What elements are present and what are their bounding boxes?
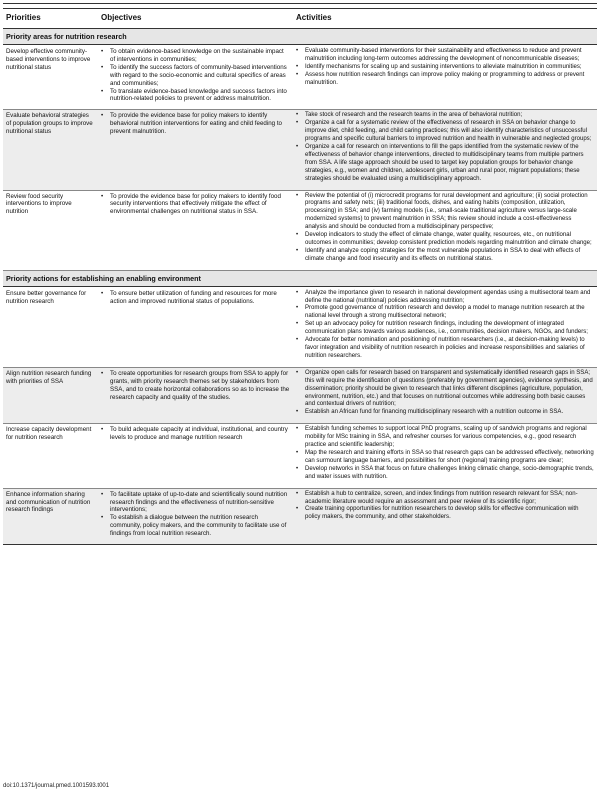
objective-text: To create opportunities for research groups from SSA to apply for grants, with priority research themes set by stakeholders from SSA, and to create horizontal collaborations so as to increase the research capacity and quality of the studies. [110, 369, 290, 401]
activity-item [296, 370, 594, 410]
objective-cell [98, 286, 293, 367]
objective-cell [98, 424, 293, 488]
bullet-icon: • [296, 490, 299, 497]
bullet-icon: • [296, 112, 299, 119]
objective-text: To ensure better utilization of funding and resources for more action and improved nutritional status of populations. [110, 289, 277, 305]
objective-text: To establish a dialogue between the nutrition research community, policy makers, and the community to facilitate use of findings from local nutrition research. [110, 514, 287, 538]
activity-item [296, 64, 594, 72]
bullet-icon: • [296, 465, 299, 472]
objective-item [101, 370, 290, 402]
header-objectives: Objectives [98, 9, 293, 29]
header-priorities: Priorities [3, 9, 98, 29]
section-title: Priority areas for nutrition research [3, 29, 597, 45]
activity-cell [293, 488, 597, 544]
activity-cell [293, 367, 597, 423]
bullet-icon: • [296, 48, 299, 54]
objective-item [101, 48, 290, 64]
bullet-icon: • [296, 369, 299, 376]
objective-text: To build adequate capacity at individual, institutional, and country levels to produce and manage nutrition research [110, 426, 288, 442]
table-row [3, 424, 597, 488]
activity-text: Assess how nutrition research findings can improve policy making or programming to address or prevent malnutrition. [305, 71, 585, 86]
objective-item [101, 64, 290, 88]
bullet-icon: • [296, 409, 299, 416]
objective-item [101, 290, 290, 306]
activity-text: Develop indicators to study the effect of climate change, water quality, resources, etc., on nutritional outcomes in communities; develop consistent prediction models regarding malnutrition and climate change; [305, 232, 592, 246]
activity-cell [293, 190, 597, 270]
activity-cell [293, 286, 597, 367]
section-header-row [3, 270, 597, 286]
priority-cell: Increase capacity development for nutrition research [3, 424, 98, 488]
activity-item [296, 450, 594, 466]
activity-item [296, 248, 594, 264]
priority-cell: Align nutrition research funding with priorities of SSA [3, 367, 98, 423]
bullet-icon: • [296, 289, 299, 296]
activity-text: Set up an advocacy policy for nutrition research findings, including the development of integrated communication plans towards various audiences, i.e., communities, decision makers, NGOs, and funders; [305, 321, 588, 336]
objective-cell [98, 45, 293, 110]
priority-cell: Enhance information sharing and communication of nutrition research findings [3, 488, 98, 544]
activity-item [296, 232, 594, 248]
priority-cell: Review food security interventions to improve nutrition [3, 190, 98, 270]
bullet-icon: • [296, 506, 299, 513]
activity-item [296, 290, 594, 306]
activity-text: Evaluate community-based interventions for their sustainability and effectiveness to reduce and prevent malnutrition including long-term outcomes addressing the development of noncommunicable diseases; [305, 48, 582, 62]
activity-item [296, 120, 594, 144]
activity-text: Map the research and training efforts in SSA so that research gaps can be addressed effectively, networking can surmount language barriers, and possibilities for short (regional) training programs are clear; [305, 449, 594, 464]
activity-item [296, 426, 594, 450]
table-row [3, 488, 597, 544]
bullet-icon: • [296, 247, 299, 254]
table-row [3, 110, 597, 190]
header-activities: Activities [293, 9, 597, 29]
section-header-row [3, 29, 597, 45]
bullet-icon: • [101, 369, 104, 377]
activity-text: Organize a call for research on interventions to fill the gaps identified from the systematic review of the effectiveness of behavior change interventions, directed to multidisciplinary teams from multiple partners from SSA. A life stage approach should be used to target key population groups for behavior change strategies, e.g., women and children, adolescent girls, urban and rural poor, migrant populations; these strategies should be evaluated using a multidisciplinary approach. [305, 143, 584, 182]
bullet-icon: • [296, 449, 299, 456]
objective-item [101, 514, 290, 538]
bullet-icon: • [296, 71, 299, 78]
activity-text: Establish an African fund for financing multidisciplinary research with a nutrition outcome in SSA. [305, 409, 564, 416]
table-row [3, 367, 597, 423]
objective-text: To identify the success factors of community-based interventions with regard to the socio-economic and cultural specifics of areas and communities; [110, 63, 287, 87]
bullet-icon: • [296, 337, 299, 344]
activity-cell [293, 110, 597, 190]
activity-item [296, 337, 594, 361]
activity-item [296, 506, 594, 522]
objective-text: To provide the evidence base for policy makers to identify food security interventions that effectively mitigate the effect of environmental challenges on nutritional status in SSA. [110, 192, 281, 216]
activity-item [296, 321, 594, 337]
bullet-icon: • [101, 112, 104, 120]
table-header-row [3, 9, 597, 29]
activity-text: Review the potential of (i) microcredit programs for rural development and agriculture; (ii) social protection programs and safety nets; (iii) traditional foods, dishes, and eating habits (composition, utilization, processing) in SSA; and (iv) farming models (i.e., small-scale traditional agriculture versus large-scale modernized systems) to prevent malnutrition in SSA; this review should include a cost-effectiveness analysis and should be conducted from a multidisciplinary perspective; [305, 192, 588, 231]
activity-text: Establish a hub to centralize, screen, and index findings from nutrition research relevant for SSA; non-academic literature would require an assessment and peer review of its scientific rigor; [305, 490, 578, 505]
table-body [3, 29, 597, 545]
bullet-icon: • [296, 305, 299, 312]
objective-item [101, 112, 290, 136]
bullet-icon: • [296, 321, 299, 328]
objective-item [101, 88, 290, 104]
activity-text: Analyze the importance given to research in national development agendas using a multisectoral team and define the national (nutritional) policies addressing nutrition; [305, 289, 591, 304]
bullet-icon: • [101, 48, 104, 55]
table-row [3, 45, 597, 110]
activity-cell [293, 45, 597, 110]
objective-item [101, 193, 290, 217]
priority-cell: Develop effective community-based interventions to improve nutritional status [3, 45, 98, 110]
bullet-icon: • [296, 120, 299, 127]
objective-item [101, 426, 290, 442]
priority-cell: Ensure better governance for nutrition research [3, 286, 98, 367]
activity-text: Establish funding schemes to support local PhD programs, scaling up of sandwich programs and regional mobility for MSc training in SSA, and refresher courses for various competencies, e.g., good research practice and scientific leadership; [305, 426, 587, 449]
activity-item [296, 491, 594, 507]
activity-item [296, 305, 594, 321]
activity-item [296, 112, 594, 120]
activity-text: Organize a call for a systematic review of the effectiveness of research in SSA on behavior change to improve diet, child feeding, and child caring practices; this will also identify characteristics of unsuccessful programs and specific cultural barriers to improved nutrition and health in vulnerable and neglected groups; [305, 120, 592, 143]
bullet-icon: • [296, 143, 299, 150]
objective-cell [98, 110, 293, 190]
activity-item [296, 144, 594, 184]
activity-text: Create training opportunities for nutrition researchers to develop skills for effective communication with policy makers, the community, and other stakeholders. [305, 506, 579, 521]
bullet-icon: • [296, 192, 299, 199]
bullet-icon: • [101, 192, 104, 200]
objective-text: To translate evidence-based knowledge and success factors into nutrition-related policies to prevent or address malnutrition. [110, 87, 287, 103]
activity-item [296, 48, 594, 64]
activity-text: Take stock of research and the research teams in the area of behavioral nutrition; [305, 112, 523, 119]
objective-item [101, 491, 290, 515]
bullet-icon: • [296, 426, 299, 433]
priorities-table-container [3, 3, 597, 545]
table-row [3, 190, 597, 270]
bullet-icon: • [101, 63, 104, 71]
activity-item [296, 466, 594, 482]
activity-item [296, 72, 594, 88]
bullet-icon: • [101, 514, 104, 522]
bullet-icon: • [101, 426, 104, 434]
activity-text: Develop networks in SSA that focus on future challenges linking climatic change, socio-demographic trends, and water issues with nutrition. [305, 465, 594, 480]
activity-text: Advocate for better nomination and positioning of nutrition researchers (i.e., at decision-making levels) to favor integration and visibility of nutrition research in policies and increase responsibilities and salaries of nutrition researchers. [305, 337, 585, 359]
activity-item [296, 409, 594, 417]
priority-cell: Evaluate behavioral strategies of population groups to improve nutritional status [3, 110, 98, 190]
activity-cell [293, 424, 597, 488]
activity-text: Organize open calls for research based on transparent and systematically identified research gaps in SSA; this will require the identification of questions (preferably by government agencies), evidence synthesis, and dissemination; priority should be given to research that links different disciplines (agriculture, population, environment, nutrition, etc.) and that focuses on nutritional outcomes while addressing both basic causes and contextual drivers of nutrition; [305, 369, 593, 408]
activity-text: Identify mechanisms for scaling up and sustaining interventions to alleviate malnutrition in communities; [305, 63, 582, 70]
objective-cell [98, 488, 293, 544]
objective-text: To facilitate uptake of up-to-date and scientifically sound nutrition research findings and the effectiveness of nutrition-sensitive interventions; [110, 490, 288, 514]
activity-text: Promote good governance of nutrition research and develop a model to manage nutrition research at the national level through a strong multisectoral network; [305, 305, 585, 320]
doi-footer: doi:10.1371/journal.pmed.1001593.t001 [3, 783, 110, 789]
objective-text: To obtain evidence-based knowledge on the sustainable impact of interventions in communities; [110, 48, 284, 63]
bullet-icon: • [101, 289, 104, 297]
bullet-icon: • [296, 232, 299, 239]
priorities-table [3, 3, 597, 545]
bullet-icon: • [101, 490, 104, 498]
activity-item [296, 193, 594, 233]
activity-text: Identify and analyze coping strategies for the most vulnerable populations in SSA to deal with effects of climate change and food insecurity and its effects on nutritional status. [305, 247, 581, 262]
bullet-icon: • [101, 87, 104, 95]
objective-text: To provide the evidence base for policy makers to identify behavioral nutrition interventions for eating and child feeding to prevent malnutrition. [110, 112, 282, 136]
table-row [3, 286, 597, 367]
section-title: Priority actions for establishing an enabling environment [3, 270, 597, 286]
objective-cell [98, 190, 293, 270]
objective-cell [98, 367, 293, 423]
bullet-icon: • [296, 63, 299, 70]
